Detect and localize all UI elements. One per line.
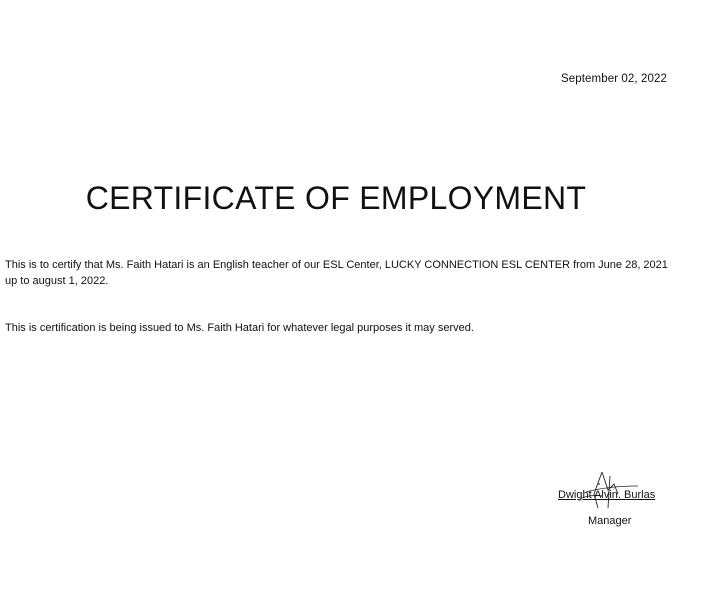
signer-title: Manager	[588, 515, 632, 527]
document-title: CERTIFICATE OF EMPLOYMENT	[85, 180, 587, 216]
document-date: September 02, 2022	[560, 73, 667, 85]
signer-name: Dwight Alvin. Burlas	[558, 489, 656, 501]
certification-paragraph: This is to certify that Ms. Faith Hatari is an English teacher of our ESL Center, LUCKY CONNECTION ESL CENTER from June 28, 2021 up to august 1, 2022.	[5, 259, 668, 287]
purpose-paragraph: This is certification is being issued to Ms. Faith Hatari for whatever legal purposes it may served.	[5, 322, 474, 334]
signature-block	[548, 464, 672, 534]
